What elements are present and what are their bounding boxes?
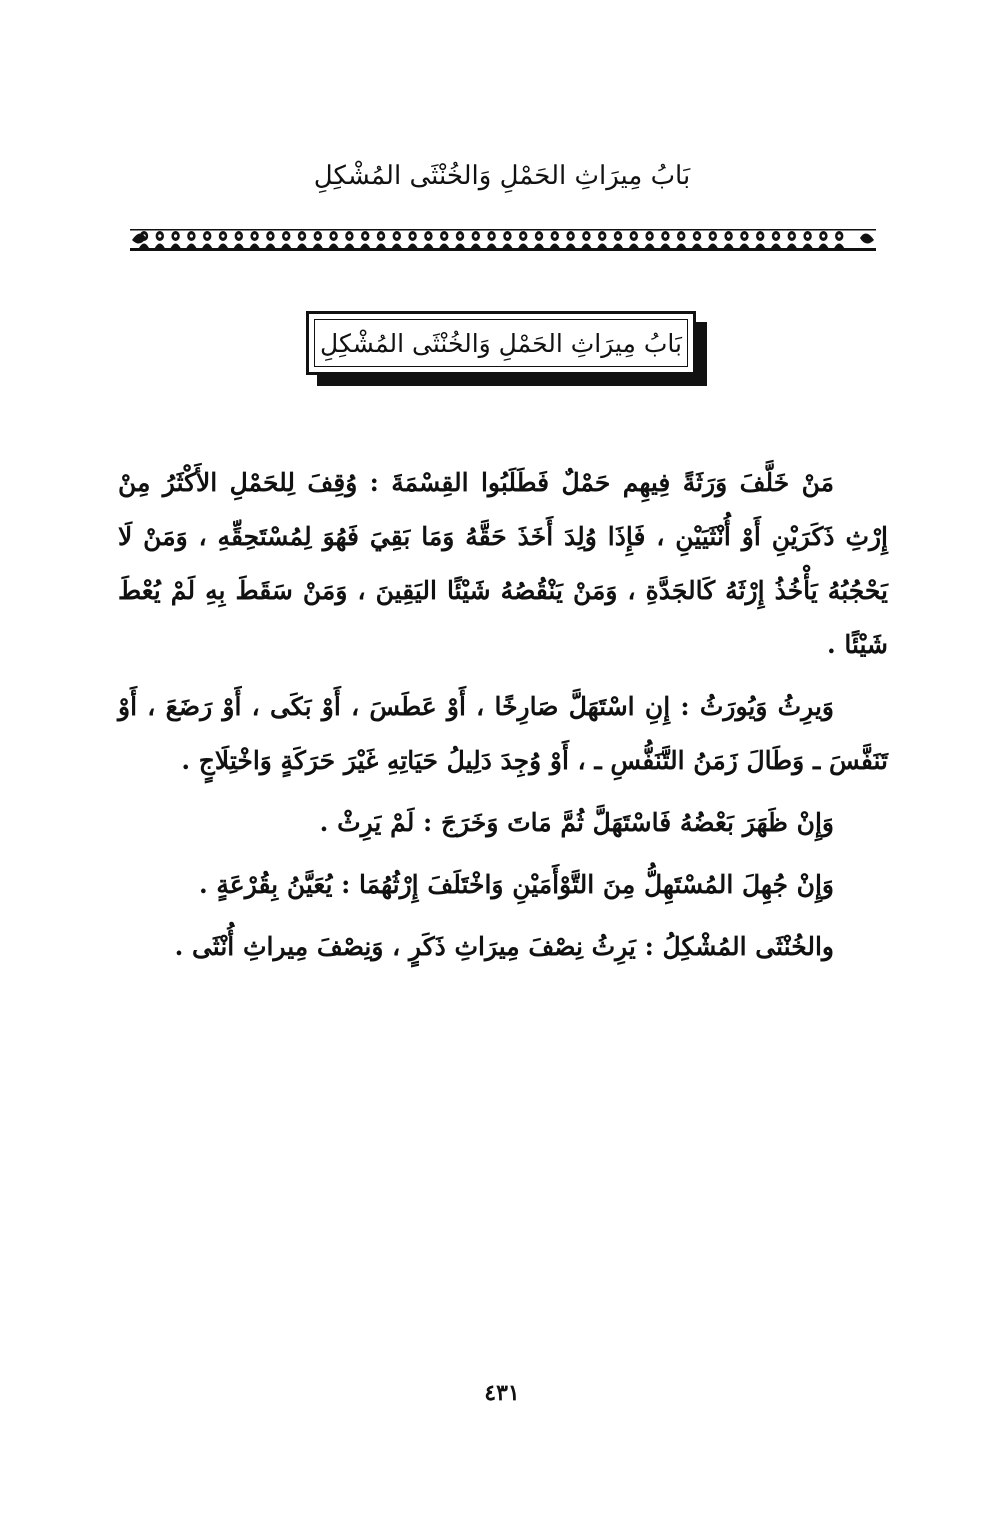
ornament-motif — [518, 231, 528, 248]
ornament-motif — [645, 231, 655, 248]
ornament-motif — [818, 231, 828, 248]
ornament-motif — [629, 231, 639, 248]
page-number: ٤٣١ — [484, 1380, 520, 1406]
ornament-motif — [550, 231, 560, 248]
ornamental-divider — [122, 226, 884, 254]
ornament-motif — [202, 231, 212, 248]
ornament-motif — [155, 231, 165, 248]
ornament-motif — [297, 231, 307, 248]
ornament-motif — [392, 231, 402, 248]
paragraph-2: وَيرِثُ وَيُورَثُ : إِنِ اسْتَهَلَّ صَارِخًا ، أَوْ عَطَسَ ، أَوْ بَكَى ، أَوْ رَضَعَ ، أَوْ تَنَفَّسَ ـ وَطَالَ زَمَنُ التَّنَفُّسِ ـ ، أَوْ وُجِدَ دَلِيلُ حَيَاتِهِ غَيْرَ حَرَكَةٍ وَاخْتِلَاجٍ . — [118, 692, 888, 775]
ornament-motif — [250, 231, 260, 248]
ornament-motif — [739, 231, 749, 248]
paragraph-5: والخُنْثَى المُشْكِلُ : يَرِثُ نِصْفَ مِيرَاثِ ذَكَرٍ ، وَنِصْفَ مِيراثِ أُنْثَى . — [174, 932, 834, 961]
ornament-motif — [408, 231, 418, 248]
ornament-motif — [171, 231, 181, 248]
ornament-motif — [360, 231, 370, 248]
ornament-motif — [344, 231, 354, 248]
ornament-motif — [566, 231, 576, 248]
paragraph-3: وَإِنْ ظَهَرَ بَعْضُهُ فَاسْتَهَلَّ ثُمَّ مَاتَ وَخَرَجَ : لَمْ يَرِثْ . — [319, 808, 834, 837]
paragraph-1: مَنْ خَلَّفَ وَرَثَةً فِيهِم حَمْلٌ فَطَلَبُوا القِسْمَةَ : وُقِفَ لِلحَمْلِ الأَكْثَرُ مِنْ إِرْثِ ذَكَرَيْنِ أَوْ أُنْثَيَيْنِ ، فَإِذَا وُلِدَ أَخَذَ حَقَّهُ وَمَا بَقِيَ فَهُوَ لِمُسْتَحِقِّهِ ، وَمَنْ لَا يَحْجُبُهُ يَأْخُذُ إِرْثَهُ كَالجَدَّةِ ، وَمَنْ يَنْقُصُهُ شَيْئًا اليَقِينَ ، وَمَنْ سَقَطَ بِهِ لَمْ يُعْطَ شَيْئًا . — [118, 468, 888, 659]
ornament-motif — [708, 231, 718, 248]
ornament-motif — [455, 231, 465, 248]
ornament-motif — [329, 231, 339, 248]
ornament-motif — [724, 231, 734, 248]
ornament-motif — [534, 231, 544, 248]
ornament-motif — [581, 231, 591, 248]
ornament-motif — [376, 231, 386, 248]
chapter-title-box — [306, 311, 696, 375]
ornament-motif — [771, 231, 781, 248]
ornament-motif — [613, 231, 623, 248]
ornament-motif — [676, 231, 686, 248]
ornament-motif — [502, 231, 512, 248]
chapter-title-frame — [314, 319, 688, 367]
ornament-motif — [597, 231, 607, 248]
ornament-motif — [423, 231, 433, 248]
ornament-motif — [186, 231, 196, 248]
chapter-title: بَابُ مِيرَاثِ الحَمْلِ وَالخُنْثَى المُشْكِلِ — [320, 328, 682, 358]
ornament-motif — [834, 231, 844, 248]
ornament-motif — [218, 231, 228, 248]
ornament-motif — [471, 231, 481, 248]
ornament-topline — [130, 229, 876, 231]
paragraph-4: وَإِنْ جُهِلَ المُسْتَهِلُّ مِنَ التَّوْأَمَيْنِ وَاخْتَلَفَ إِرْثُهُمَا : يُعَيَّنُ بِقُرْعَةٍ . — [199, 870, 834, 899]
ornament-baseline — [130, 248, 876, 251]
ornament-motif — [313, 231, 323, 248]
ornament-motif — [487, 231, 497, 248]
ornament-motif — [787, 231, 797, 248]
running-head: بَابُ مِيرَاثِ الحَمْلِ وَالخُنْثَى المُشْكِلِ — [313, 161, 691, 191]
body-text — [118, 456, 888, 982]
ornament-motif — [439, 231, 449, 248]
ornament-motif — [281, 231, 291, 248]
ornament-motif — [660, 231, 670, 248]
ornament-end-leaf — [860, 233, 874, 243]
ornament-motif — [234, 231, 244, 248]
ornament-band — [122, 226, 884, 254]
ornament-motif — [755, 231, 765, 248]
ornament-motif — [803, 231, 813, 248]
ornament-motif — [692, 231, 702, 248]
ornament-motif — [265, 231, 275, 248]
